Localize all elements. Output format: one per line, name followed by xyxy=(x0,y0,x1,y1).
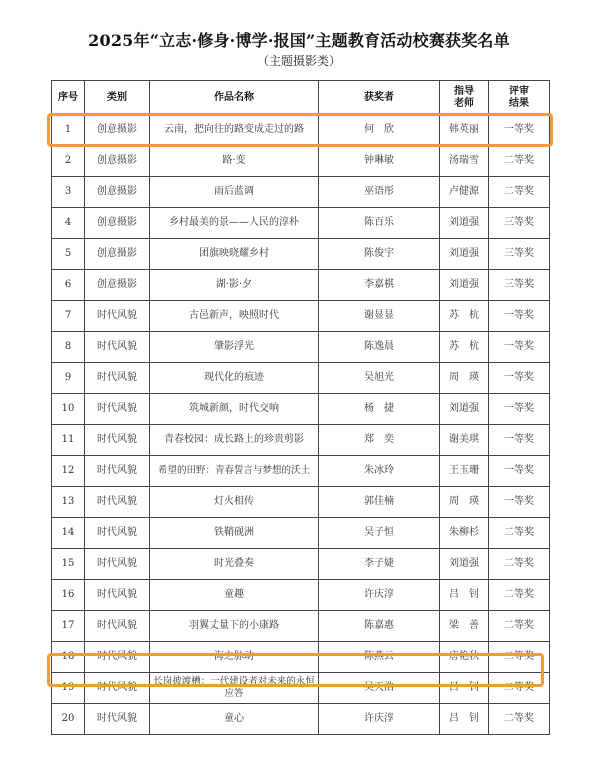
cell-result: 一等奖 xyxy=(489,301,550,332)
cell-work-title: 现代化的痕迹 xyxy=(150,363,319,394)
table-row xyxy=(52,208,550,239)
cell-winner: 郑 奕 xyxy=(319,425,440,456)
document-subtitle: （主题摄影类） xyxy=(256,54,341,68)
cell-winner: 陈百乐 xyxy=(319,208,440,239)
cell-work-title: 云南，把向往的路变成走过的路 xyxy=(150,115,319,146)
cell-result: 二等奖 xyxy=(489,146,550,177)
cell-teacher: 苏 杭 xyxy=(440,332,489,363)
table-row xyxy=(52,673,550,704)
cell-category: 创意摄影 xyxy=(85,208,150,239)
cell-teacher: 刘道强 xyxy=(440,270,489,301)
cell-result: 二等奖 xyxy=(489,549,550,580)
table-body xyxy=(52,115,550,735)
cell-work-title: 雨后蓝调 xyxy=(150,177,319,208)
cell-result: 三等奖 xyxy=(489,208,550,239)
document-title: 2025年“立志·修身·博学·报国”主题教育活动校赛获奖名单 xyxy=(88,31,510,50)
cell-teacher: 刘道强 xyxy=(440,208,489,239)
cell-teacher: 吕 钊 xyxy=(440,580,489,611)
header-work-title: 作品名称 xyxy=(150,81,319,115)
cell-teacher: 王玉珊 xyxy=(440,456,489,487)
cell-no: 15 xyxy=(52,549,85,580)
table-row xyxy=(52,332,550,363)
cell-result: 二等奖 xyxy=(489,673,550,704)
cell-no: 14 xyxy=(52,518,85,549)
cell-category: 时代风貌 xyxy=(85,487,150,518)
cell-result: 一等奖 xyxy=(489,425,550,456)
cell-no: 20 xyxy=(52,704,85,735)
header-result xyxy=(489,81,550,115)
cell-winner: 陈燕云 xyxy=(319,642,440,673)
table-row xyxy=(52,549,550,580)
cell-teacher: 刘道强 xyxy=(440,549,489,580)
cell-no: 13 xyxy=(52,487,85,518)
table-row xyxy=(52,394,550,425)
cell-category: 时代风貌 xyxy=(85,394,150,425)
cell-result: 一等奖 xyxy=(489,456,550,487)
cell-winner: 郭佳楠 xyxy=(319,487,440,518)
cell-result: 三等奖 xyxy=(489,239,550,270)
header-teacher xyxy=(440,81,489,115)
cell-category: 时代风貌 xyxy=(85,611,150,642)
table-row xyxy=(52,425,550,456)
cell-winner: 吴子恒 xyxy=(319,518,440,549)
cell-category: 时代风貌 xyxy=(85,549,150,580)
cell-work-title: 肇影浮光 xyxy=(150,332,319,363)
table-row xyxy=(52,177,550,208)
cell-work-title: 长岗披渡槽：一代建设者对未来的永恒应答 xyxy=(150,673,319,704)
cell-winner: 李子婕 xyxy=(319,549,440,580)
cell-no: 1 xyxy=(52,115,85,146)
cell-no: 17 xyxy=(52,611,85,642)
cell-teacher: 吕 钊 xyxy=(440,704,489,735)
cell-winner: 陈逸晨 xyxy=(319,332,440,363)
cell-winner: 吴天浩 xyxy=(319,673,440,704)
cell-category: 创意摄影 xyxy=(85,239,150,270)
cell-teacher: 唐艳秋 xyxy=(440,642,489,673)
cell-category: 创意摄影 xyxy=(85,270,150,301)
cell-winner: 钟琳敏 xyxy=(319,146,440,177)
cell-no: 4 xyxy=(52,208,85,239)
cell-work-title: 海之脉动 xyxy=(150,642,319,673)
table-row xyxy=(52,270,550,301)
cell-category: 时代风貌 xyxy=(85,580,150,611)
cell-category: 创意摄影 xyxy=(85,177,150,208)
cell-category: 时代风貌 xyxy=(85,363,150,394)
table-row xyxy=(52,456,550,487)
header-result-line1: 评审 xyxy=(509,85,529,97)
cell-winner: 许庆淳 xyxy=(319,580,440,611)
cell-category: 时代风貌 xyxy=(85,642,150,673)
table-row xyxy=(52,239,550,270)
cell-work-title: 童趣 xyxy=(150,580,319,611)
cell-no: 8 xyxy=(52,332,85,363)
cell-result: 一等奖 xyxy=(489,363,550,394)
cell-no: 16 xyxy=(52,580,85,611)
cell-no: 3 xyxy=(52,177,85,208)
cell-winner: 谢显显 xyxy=(319,301,440,332)
cell-work-title: 羽翼丈量下的小康路 xyxy=(150,611,319,642)
cell-no: 19 xyxy=(52,673,85,704)
cell-work-title: 希望的田野：青春誓言与梦想的沃土 xyxy=(150,456,319,487)
cell-result: 二等奖 xyxy=(489,642,550,673)
cell-category: 创意摄影 xyxy=(85,146,150,177)
table-row xyxy=(52,642,550,673)
cell-teacher: 刘道强 xyxy=(440,394,489,425)
cell-no: 18 xyxy=(52,642,85,673)
cell-no: 7 xyxy=(52,301,85,332)
cell-work-title: 古邑新声，映照时代 xyxy=(150,301,319,332)
cell-teacher: 朱柳杉 xyxy=(440,518,489,549)
table-row xyxy=(52,611,550,642)
cell-work-title: 铁鞘砚洲 xyxy=(150,518,319,549)
cell-no: 11 xyxy=(52,425,85,456)
cell-result: 一等奖 xyxy=(489,115,550,146)
cell-winner: 李嘉棋 xyxy=(319,270,440,301)
cell-no: 9 xyxy=(52,363,85,394)
cell-result: 一等奖 xyxy=(489,394,550,425)
table-row xyxy=(52,115,550,146)
cell-no: 6 xyxy=(52,270,85,301)
cell-no: 2 xyxy=(52,146,85,177)
cell-work-title: 筑城新颜，时代交响 xyxy=(150,394,319,425)
header-result-line2: 结果 xyxy=(509,97,529,109)
table-row xyxy=(52,487,550,518)
cell-teacher: 吕 钊 xyxy=(440,673,489,704)
cell-work-title: 童心 xyxy=(150,704,319,735)
cell-result: 一等奖 xyxy=(489,332,550,363)
cell-teacher: 谢美琪 xyxy=(440,425,489,456)
cell-work-title: 灯火相传 xyxy=(150,487,319,518)
cell-winner: 许庆淳 xyxy=(319,704,440,735)
cell-teacher: 韩英丽 xyxy=(440,115,489,146)
cell-category: 时代风貌 xyxy=(85,332,150,363)
cell-result: 一等奖 xyxy=(489,487,550,518)
cell-winner: 朱冰玲 xyxy=(319,456,440,487)
cell-work-title: 乡村最美的景——人民的淳朴 xyxy=(150,208,319,239)
cell-winner: 陈俊宇 xyxy=(319,239,440,270)
cell-winner: 杨 捷 xyxy=(319,394,440,425)
cell-teacher: 梁 善 xyxy=(440,611,489,642)
cell-result: 二等奖 xyxy=(489,611,550,642)
cell-no: 10 xyxy=(52,394,85,425)
cell-work-title: 团旗映晓耀乡村 xyxy=(150,239,319,270)
cell-winner: 何 欣 xyxy=(319,115,440,146)
cell-category: 创意摄影 xyxy=(85,115,150,146)
table-row xyxy=(52,704,550,735)
cell-result: 二等奖 xyxy=(489,177,550,208)
table-header-row xyxy=(52,81,550,115)
cell-category: 时代风貌 xyxy=(85,704,150,735)
cell-teacher: 周 瑛 xyxy=(440,363,489,394)
cell-winner: 吴旭光 xyxy=(319,363,440,394)
cell-result: 二等奖 xyxy=(489,580,550,611)
awards-table xyxy=(51,80,550,735)
table-row xyxy=(52,580,550,611)
table-row xyxy=(52,518,550,549)
cell-category: 时代风貌 xyxy=(85,425,150,456)
cell-teacher: 苏 杭 xyxy=(440,301,489,332)
header-teacher-line1: 指导 xyxy=(454,85,474,97)
cell-winner: 陈嘉惠 xyxy=(319,611,440,642)
cell-no: 12 xyxy=(52,456,85,487)
header-category: 类别 xyxy=(85,81,150,115)
cell-work-title: 湖·影·夕 xyxy=(150,270,319,301)
table-row xyxy=(52,146,550,177)
cell-category: 时代风貌 xyxy=(85,456,150,487)
cell-teacher: 卢健源 xyxy=(440,177,489,208)
cell-category: 时代风貌 xyxy=(85,301,150,332)
cell-teacher: 汤瑞雪 xyxy=(440,146,489,177)
cell-result: 二等奖 xyxy=(489,704,550,735)
table-row xyxy=(52,363,550,394)
cell-work-title: 青春校园：成长路上的珍贵剪影 xyxy=(150,425,319,456)
cell-teacher: 周 瑛 xyxy=(440,487,489,518)
table-row xyxy=(52,301,550,332)
cell-category: 时代风貌 xyxy=(85,673,150,704)
header-no: 序号 xyxy=(52,81,85,115)
cell-result: 三等奖 xyxy=(489,270,550,301)
cell-winner: 巫语彤 xyxy=(319,177,440,208)
cell-result: 二等奖 xyxy=(489,518,550,549)
header-winner: 获奖者 xyxy=(319,81,440,115)
cell-no: 5 xyxy=(52,239,85,270)
cell-teacher: 刘道强 xyxy=(440,239,489,270)
cell-work-title: 时光叠奏 xyxy=(150,549,319,580)
header-teacher-line2: 老师 xyxy=(454,97,474,109)
cell-work-title: 路·变 xyxy=(150,146,319,177)
cell-category: 时代风貌 xyxy=(85,518,150,549)
